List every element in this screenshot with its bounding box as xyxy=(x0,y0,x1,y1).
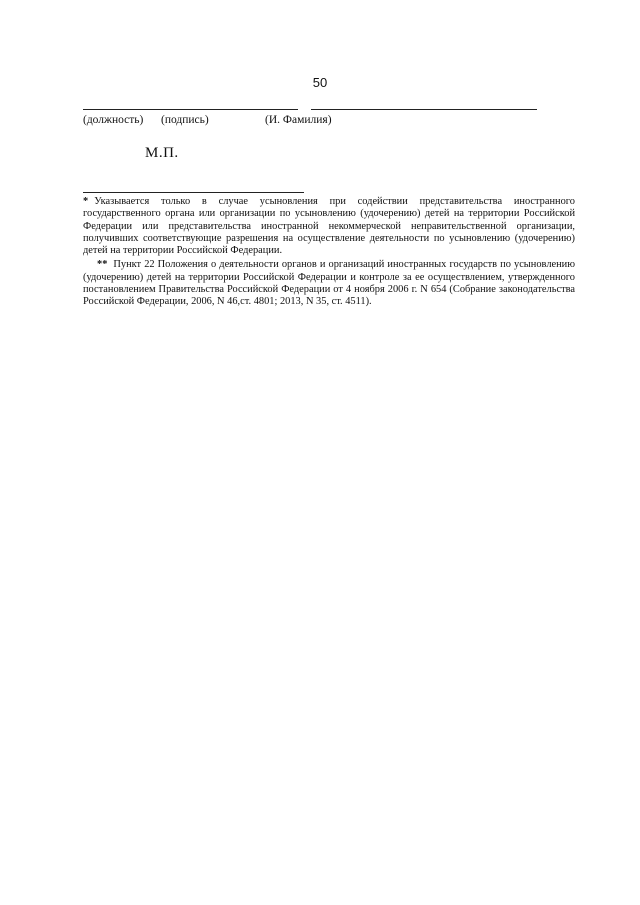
page-number: 50 xyxy=(312,75,328,90)
footnote-2-text: Пункт 22 Положения о деятельности органов и организаций иностранных государств по усыновлению (удочерению) детей на территории Российской Федерации и контроле за ее осуществлением, утвержденного постановлением Правительства Российской Федерации от 4 ноября 2006 г. N 654 (Собрание законодательства Российской Федерации, 2006, N 46,ст. 4801; 2013, N 35, ст. 4511). xyxy=(83,259,575,308)
name-label: (И. Фамилия) xyxy=(265,114,332,126)
footnote-2 xyxy=(83,259,575,308)
position-label: (должность) xyxy=(83,114,144,126)
footnotes xyxy=(83,196,575,309)
footnote-divider xyxy=(83,192,304,193)
signature-label: (подпись) xyxy=(161,114,209,126)
footnote-2-marker: ** xyxy=(97,259,108,271)
footnote-1-marker: * xyxy=(83,196,89,207)
position-signature-line xyxy=(83,109,298,110)
name-line xyxy=(311,109,537,110)
footnote-1 xyxy=(83,196,575,257)
stamp-label: М.П. xyxy=(145,145,179,161)
footnote-1-text: Указывается только в случае усыновления при содействии представительства иностранного государственного органа или организации по усыновлению (удочерению) детей на территории Российской Федерации или представительства иностранной некоммерческой неправительственной организации, получивших соответствующие разрешения на осуществление деятельности по усыновлению (удочерению) детей на территории Российской Федерации. xyxy=(83,196,575,257)
